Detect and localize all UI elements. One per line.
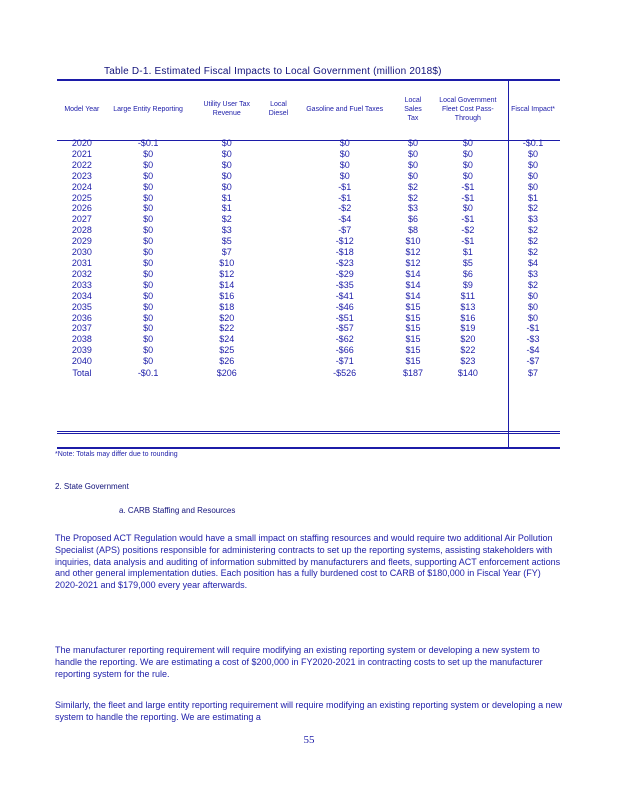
total-cell: $7	[528, 368, 539, 379]
total-cell: $187	[402, 368, 423, 379]
table-caption: Table D-1. Estimated Fiscal Impacts to Local Government (million 2018$)	[104, 66, 442, 77]
table-cell: $0	[528, 148, 539, 159]
table-cell: $9	[462, 279, 473, 290]
table-cell: $3	[221, 225, 232, 236]
table-cell: 2033	[71, 279, 92, 290]
table-cell: $0	[143, 203, 154, 214]
table-cell	[264, 323, 293, 334]
table-row	[57, 313, 560, 324]
table-cell: $3	[407, 203, 418, 214]
table-cell: $22	[219, 323, 235, 334]
table-total-rule-1	[57, 431, 560, 432]
table-row	[57, 182, 560, 193]
table-cell: $10	[219, 257, 235, 268]
column-header: Local Government Fleet Cost Pass-Through	[439, 96, 497, 122]
table-cell: -$57	[335, 323, 354, 334]
table-cell: 2039	[71, 345, 92, 356]
table-cell: $1	[462, 247, 473, 258]
table-cell: $1	[221, 192, 232, 203]
table-cell: $0	[143, 301, 154, 312]
column-header: Fiscal Impact*	[511, 105, 556, 113]
total-cell: Total	[72, 368, 92, 379]
table-cell: $0	[462, 148, 473, 159]
table-cell: 2030	[71, 247, 92, 258]
table-cell: -$3	[526, 334, 540, 345]
table-cell: 2026	[71, 203, 92, 214]
table-cell: $0	[528, 170, 539, 181]
table-cell	[264, 225, 293, 236]
table-cell: -$12	[335, 236, 354, 247]
table-cell: $11	[460, 290, 476, 301]
table-cell: -$35	[335, 279, 354, 290]
table-cell: $0	[221, 170, 232, 181]
section-heading: 2. State Government	[55, 482, 129, 491]
table-cell	[264, 356, 293, 367]
table-cell: $0	[143, 225, 154, 236]
table-row	[57, 280, 560, 291]
table-cell: $6	[462, 268, 473, 279]
paragraph-manufacturer-reporting: The manufacturer reporting requirement will require modifying an existing reporting system or developing a new system to handle the reporting. We are estimating a cost of $200,000 in FY2020-2021 in contracting costs to set up the manufacturer reporting system for the rule.	[55, 645, 543, 679]
subsection-heading: a. CARB Staffing and Resources	[119, 506, 236, 515]
table-cell: 2020	[71, 138, 92, 148]
table-cell: 2025	[71, 192, 92, 203]
table-cell	[264, 236, 293, 247]
table-cell	[264, 280, 293, 291]
table-cell: $0	[143, 334, 154, 345]
fiscal-impacts-table	[57, 80, 560, 380]
table-cell: $0	[339, 148, 350, 159]
table-cell: -$46	[335, 301, 354, 312]
table-cell: $0	[221, 181, 232, 192]
table-cell: $16	[219, 290, 235, 301]
table-cell: 2035	[71, 301, 92, 312]
table-cell: $0	[143, 181, 154, 192]
table-cell: $10	[405, 236, 421, 247]
table-cell: $2	[528, 203, 539, 214]
table-cell: $13	[460, 301, 476, 312]
table-cell: $0	[339, 159, 350, 170]
table-row	[57, 247, 560, 258]
table-cell	[264, 203, 293, 214]
table-cell: $1	[528, 192, 539, 203]
total-cell: $206	[216, 368, 237, 379]
table-cell: $0	[143, 268, 154, 279]
paragraph-staffing: The Proposed ACT Regulation would have a small impact on staffing resources and would require two additional Air Pollution Specialist (APS) positions responsible for administering contracts to set up the reporting systems, assisting stakeholders with inquiries, data analysis and auditing of information submitted by manufacturers and fleets, supporting ACT enforcement actions and other general implementation duties. Each position has a fully burdened cost to CARB of $180,000 in Fiscal Year (FY) 2020-2021 and $179,000 every year afterwards.	[55, 533, 561, 591]
table-cell: 2032	[71, 268, 92, 279]
table-cell: 2034	[71, 290, 92, 301]
table-row	[57, 323, 560, 334]
table-cell: $15	[405, 345, 421, 356]
table-cell: -$29	[335, 268, 354, 279]
table-cell: $0	[339, 170, 350, 181]
table-cell: $0	[407, 138, 418, 148]
table-cell: $1	[221, 203, 232, 214]
total-cell: -$526	[333, 368, 357, 379]
table-row	[57, 214, 560, 225]
table-cell: -$1	[338, 192, 352, 203]
table-cell: $4	[528, 257, 539, 268]
table-cell: $15	[405, 334, 421, 345]
table-row	[57, 302, 560, 313]
table-cell	[264, 345, 293, 356]
table-cell: $0	[528, 312, 539, 323]
table-cell: $12	[219, 268, 235, 279]
table-cell: $14	[405, 279, 421, 290]
column-header: Local Sales Tax	[404, 96, 422, 122]
table-total-rule-2	[57, 433, 560, 434]
table-row	[57, 345, 560, 356]
table-header-row	[57, 80, 560, 138]
table-cell: $0	[143, 257, 154, 268]
table-cell: -$2	[338, 203, 352, 214]
table-cell: $0	[143, 247, 154, 258]
table-cell: $0	[528, 290, 539, 301]
table-cell: $16	[460, 312, 476, 323]
table-bottom-rule	[57, 447, 560, 449]
table-cell: $2	[528, 279, 539, 290]
table-cell: 2023	[71, 170, 92, 181]
table-cell: $0	[143, 236, 154, 247]
table-cell: $0	[143, 148, 154, 159]
table-cell: $2	[528, 247, 539, 258]
column-header: Model Year	[64, 105, 100, 113]
table-row	[57, 171, 560, 182]
table-cell: $0	[143, 159, 154, 170]
table-cell: $26	[219, 356, 235, 367]
table-cell: -$7	[338, 225, 352, 236]
table-cell: $2	[221, 214, 232, 225]
table-cell: $0	[528, 301, 539, 312]
column-header: Utility User Tax Revenue	[203, 101, 250, 117]
table-cell: 2021	[71, 148, 92, 159]
table-row	[57, 138, 560, 149]
table-cell: $20	[460, 334, 476, 345]
table-cell	[264, 138, 293, 149]
table-cell: $20	[219, 312, 235, 323]
total-cell: $140	[457, 368, 478, 379]
table-cell: $0	[143, 345, 154, 356]
table-cell: $0	[221, 148, 232, 159]
table-cell: $0	[407, 148, 418, 159]
table-cell: 2022	[71, 159, 92, 170]
table-cell: $12	[405, 247, 421, 258]
table-row	[57, 356, 560, 367]
table-cell: $15	[405, 312, 421, 323]
table-cell	[264, 334, 293, 345]
table-cell: $6	[407, 214, 418, 225]
table-row	[57, 334, 560, 345]
column-header: Large Entity Reporting	[113, 105, 183, 113]
page-number: 55	[303, 734, 315, 746]
table-cell: $2	[407, 192, 418, 203]
table-cell: -$18	[335, 247, 354, 258]
table-cell: $15	[405, 301, 421, 312]
table-note: *Note: Totals may differ due to rounding	[55, 451, 178, 458]
table-cell: -$62	[335, 334, 354, 345]
table-cell: $0	[221, 138, 232, 148]
table-cell: 2028	[71, 225, 92, 236]
table-cell: $15	[405, 323, 421, 334]
table-cell: -$1	[461, 214, 475, 225]
table-cell: $3	[528, 214, 539, 225]
total-cell: -$0.1	[137, 368, 159, 379]
table-cell: -$41	[335, 290, 354, 301]
table-cell	[264, 258, 293, 269]
table-cell	[264, 247, 293, 258]
table-cell: 2027	[71, 214, 92, 225]
table-cell: $0	[143, 214, 154, 225]
table-cell: 2036	[71, 312, 92, 323]
table-cell	[264, 214, 293, 225]
table-cell: $0	[462, 170, 473, 181]
table-cell	[264, 302, 293, 313]
table-cell: -$4	[526, 345, 540, 356]
table-cell: -$1	[461, 181, 475, 192]
table-cell: -$7	[526, 356, 540, 367]
table-row	[57, 160, 560, 171]
table-cell: $14	[219, 279, 235, 290]
table-cell: $19	[460, 323, 476, 334]
table-cell: $0	[143, 170, 154, 181]
table-cell: -$1	[461, 236, 475, 247]
table-row	[57, 291, 560, 302]
table-cell: $0	[143, 323, 154, 334]
column-header: Local Diesel	[268, 101, 289, 117]
total-cell	[264, 367, 293, 380]
table-cell	[264, 313, 293, 324]
table-cell: $0	[143, 356, 154, 367]
table-cell: $18	[219, 301, 235, 312]
table-cell: -$2	[461, 225, 475, 236]
table-cell: -$66	[335, 345, 354, 356]
table-cell: 2037	[71, 323, 92, 334]
table-row	[57, 258, 560, 269]
table-cell	[264, 149, 293, 160]
table-cell: $0	[462, 159, 473, 170]
table-cell: $0	[143, 279, 154, 290]
table-cell: $23	[460, 356, 476, 367]
table-cell	[264, 171, 293, 182]
table-cell: $0	[221, 159, 232, 170]
table-cell: $0	[143, 290, 154, 301]
table-cell: $0	[528, 181, 539, 192]
table-cell: $7	[221, 247, 232, 258]
table-cell: $0	[407, 159, 418, 170]
table-cell: 2024	[71, 181, 92, 192]
table-cell: $2	[407, 181, 418, 192]
table-cell: $0	[462, 203, 473, 214]
table-cell	[264, 269, 293, 280]
table-row	[57, 269, 560, 280]
table-body	[57, 138, 560, 380]
table-cell: -$51	[335, 312, 354, 323]
table-cell: $0	[339, 138, 350, 148]
table-cell: -$0.1	[137, 138, 159, 148]
table-cell: -$1	[338, 181, 352, 192]
table-cell: $12	[405, 257, 421, 268]
column-header: Gasoline and Fuel Taxes	[306, 105, 384, 113]
table-cell: $14	[405, 268, 421, 279]
table-cell: $0	[407, 170, 418, 181]
table-cell: -$23	[335, 257, 354, 268]
table-cell: -$4	[338, 214, 352, 225]
table-row	[57, 203, 560, 214]
table-cell: $24	[219, 334, 235, 345]
table-cell: 2031	[71, 257, 92, 268]
table-cell	[264, 182, 293, 193]
table-cell: $15	[405, 356, 421, 367]
table-cell: $22	[460, 345, 476, 356]
table-cell: $2	[528, 225, 539, 236]
table-cell	[264, 160, 293, 171]
table-total-row	[57, 367, 560, 380]
table-cell: $0	[143, 312, 154, 323]
table-cell: $8	[407, 225, 418, 236]
table-cell: $0	[528, 159, 539, 170]
table-cell: -$0.1	[522, 138, 544, 148]
paragraph-fleet-reporting: Similarly, the fleet and large entity reporting requirement will require modifying an existing reporting system or developing a new system to handle the reporting. We are estimating a	[55, 700, 563, 722]
table-cell: 2040	[71, 356, 92, 367]
table-row	[57, 149, 560, 160]
table-cell: $14	[405, 290, 421, 301]
table-cell	[264, 193, 293, 204]
table-cell: $25	[219, 345, 235, 356]
table-cell: $0	[462, 138, 473, 148]
table-cell: -$71	[335, 356, 354, 367]
table-cell: 2029	[71, 236, 92, 247]
table-cell: $3	[528, 268, 539, 279]
table-cell: -$1	[526, 323, 540, 334]
table-cell: $5	[221, 236, 232, 247]
table-cell: $0	[143, 192, 154, 203]
table-cell: -$1	[461, 192, 475, 203]
table-cell	[264, 291, 293, 302]
table-cell: $5	[462, 257, 473, 268]
table-row	[57, 236, 560, 247]
table-row	[57, 225, 560, 236]
table-cell: 2038	[71, 334, 92, 345]
table-row	[57, 193, 560, 204]
table-cell: $2	[528, 236, 539, 247]
